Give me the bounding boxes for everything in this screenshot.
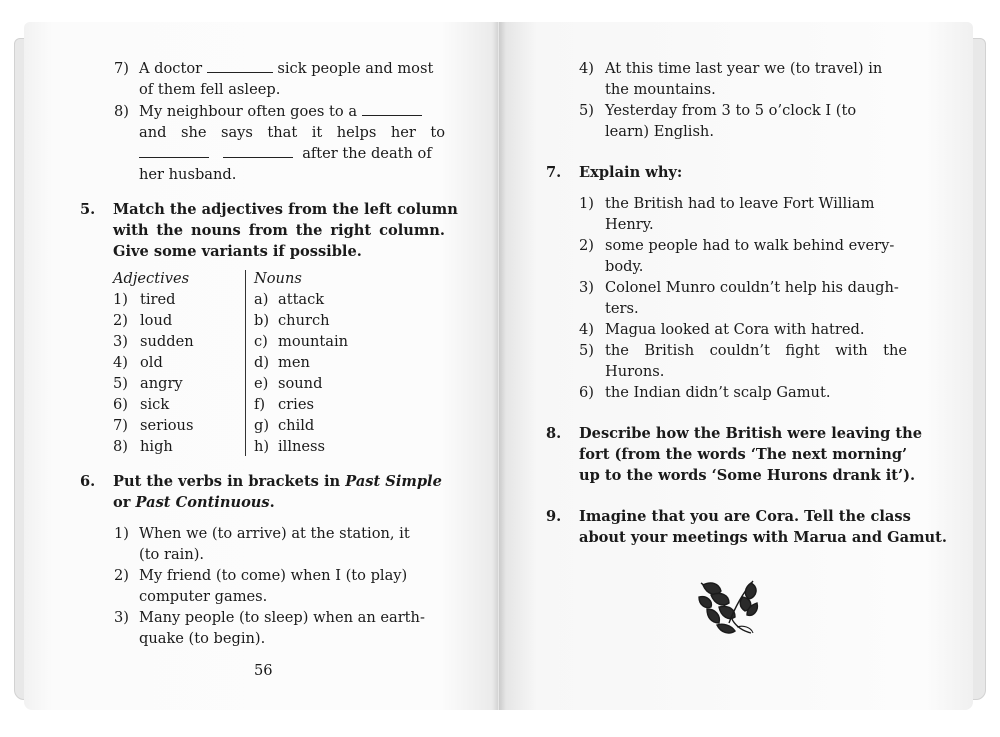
item-number: 5)	[579, 102, 594, 119]
list-item-number: 7)	[113, 417, 128, 434]
list-item: illness	[278, 438, 326, 455]
left-page	[24, 22, 498, 710]
right-page	[499, 22, 973, 710]
list-item: old	[140, 354, 163, 371]
task-instruction: Describe how the British were leaving the	[579, 425, 923, 442]
exercise-text: the British had to leave Fort William	[605, 195, 875, 212]
exercise-text: Henry.	[605, 216, 654, 233]
list-item: tired	[140, 291, 176, 308]
task-instruction: Explain why:	[579, 164, 683, 181]
exercise-text: some people had to walk behind every-	[605, 237, 895, 254]
exercise-text: the mountains.	[605, 81, 716, 98]
item-number: 5)	[579, 342, 594, 359]
list-item: men	[278, 354, 310, 371]
list-item: attack	[278, 291, 325, 308]
task-instruction: about your meetings with Marua and Gamut.	[579, 529, 947, 546]
answer-blank	[139, 143, 209, 158]
answer-blank	[223, 143, 293, 158]
list-item-number: 5)	[113, 375, 128, 392]
item-number: 3)	[114, 609, 129, 626]
item-number: 3)	[579, 279, 594, 296]
page-number: 56	[254, 662, 273, 679]
exercise-text: Colonel Munro couldn’t help his daugh-	[605, 279, 899, 296]
item-number: 6)	[579, 384, 594, 401]
list-item-number: g)	[254, 417, 270, 434]
nouns-header: Nouns	[254, 270, 302, 287]
list-item: child	[278, 417, 315, 434]
task-instruction: Give some variants if possible.	[113, 243, 362, 260]
exercise-text: Many people (to sleep) when an earth-	[139, 609, 425, 626]
item-number: 2)	[579, 237, 594, 254]
task-instruction: up to the words ‘Some Hurons drank it’).	[579, 467, 916, 484]
list-item-number: 3)	[113, 333, 128, 350]
list-item-number: c)	[254, 333, 268, 350]
list-item: sound	[278, 375, 323, 392]
exercise-text: Magua looked at Cora with hatred.	[605, 321, 865, 338]
exercise-text: computer games.	[139, 588, 268, 605]
answer-blank	[362, 101, 422, 116]
task-number: 5.	[80, 201, 96, 218]
exercise-text: My neighbour often goes to a	[139, 101, 422, 122]
list-item-number: h)	[254, 438, 270, 455]
list-item: church	[278, 312, 330, 329]
answer-blank	[207, 58, 273, 73]
list-item: mountain	[278, 333, 349, 350]
list-item-number: a)	[254, 291, 269, 308]
item-number: 8)	[114, 103, 129, 120]
exercise-text: learn) English.	[605, 123, 714, 140]
list-item: sick	[140, 396, 170, 413]
task-instruction: fort (from the words ‘The next morning’	[579, 446, 908, 463]
list-item-number: 6)	[113, 396, 128, 413]
exercise-text: quake (to begin).	[139, 630, 266, 647]
exercise-text: Hurons.	[605, 363, 665, 380]
task-number: 8.	[546, 425, 562, 442]
task-number: 9.	[546, 508, 562, 525]
list-item-number: e)	[254, 375, 269, 392]
task-instruction: Match the adjectives from the left column	[113, 201, 458, 218]
exercise-text: the British couldn’t fight with the	[605, 342, 907, 359]
item-number: 7)	[114, 60, 129, 77]
exercise-text: her husband.	[139, 166, 237, 183]
exercise-text: At this time last year we (to travel) in	[605, 60, 883, 77]
task-instruction: Imagine that you are Cora. Tell the class	[579, 508, 911, 525]
item-number: 1)	[579, 195, 594, 212]
item-number: 1)	[114, 525, 129, 542]
list-item-number: d)	[254, 354, 270, 371]
exercise-text: My friend (to come) when I (to play)	[139, 567, 408, 584]
exercise-text: Yesterday from 3 to 5 o’clock I (to	[605, 102, 857, 119]
task-instruction: Put the verbs in brackets in Past Simple	[113, 473, 442, 490]
list-item: sudden	[140, 333, 194, 350]
exercise-text: the Indian didn’t scalp Gamut.	[605, 384, 831, 401]
adjectives-header: Adjectives	[113, 270, 190, 287]
exercise-text: body.	[605, 258, 644, 275]
exercise-text: ters.	[605, 300, 639, 317]
leaf-ornament-icon	[693, 577, 763, 637]
item-number: 4)	[579, 321, 594, 338]
exercise-text: of them fell asleep.	[139, 81, 281, 98]
list-item: loud	[140, 312, 173, 329]
exercise-text: When we (to arrive) at the station, it	[139, 525, 410, 542]
list-item-number: 2)	[113, 312, 128, 329]
list-item-number: 1)	[113, 291, 128, 308]
book-spine	[492, 22, 506, 710]
list-item-number: f)	[254, 396, 266, 413]
exercise-text: and she says that it helps her to	[139, 124, 445, 141]
list-item-number: 4)	[113, 354, 128, 371]
exercise-text: after the death of	[139, 143, 432, 164]
list-item: high	[140, 438, 173, 455]
task-instruction: with the nouns from the right column.	[113, 222, 445, 239]
item-number: 4)	[579, 60, 594, 77]
exercise-text: (to rain).	[139, 546, 205, 563]
list-item: angry	[140, 375, 183, 392]
task-number: 6.	[80, 473, 96, 490]
item-number: 2)	[114, 567, 129, 584]
exercise-text: A doctor sick people and most	[139, 60, 434, 77]
column-divider	[245, 270, 246, 456]
list-item: cries	[278, 396, 314, 413]
list-item-number: 8)	[113, 438, 128, 455]
task-instruction: or Past Continuous.	[113, 494, 275, 511]
list-item-number: b)	[254, 312, 270, 329]
task-number: 7.	[546, 164, 562, 181]
list-item: serious	[140, 417, 194, 434]
